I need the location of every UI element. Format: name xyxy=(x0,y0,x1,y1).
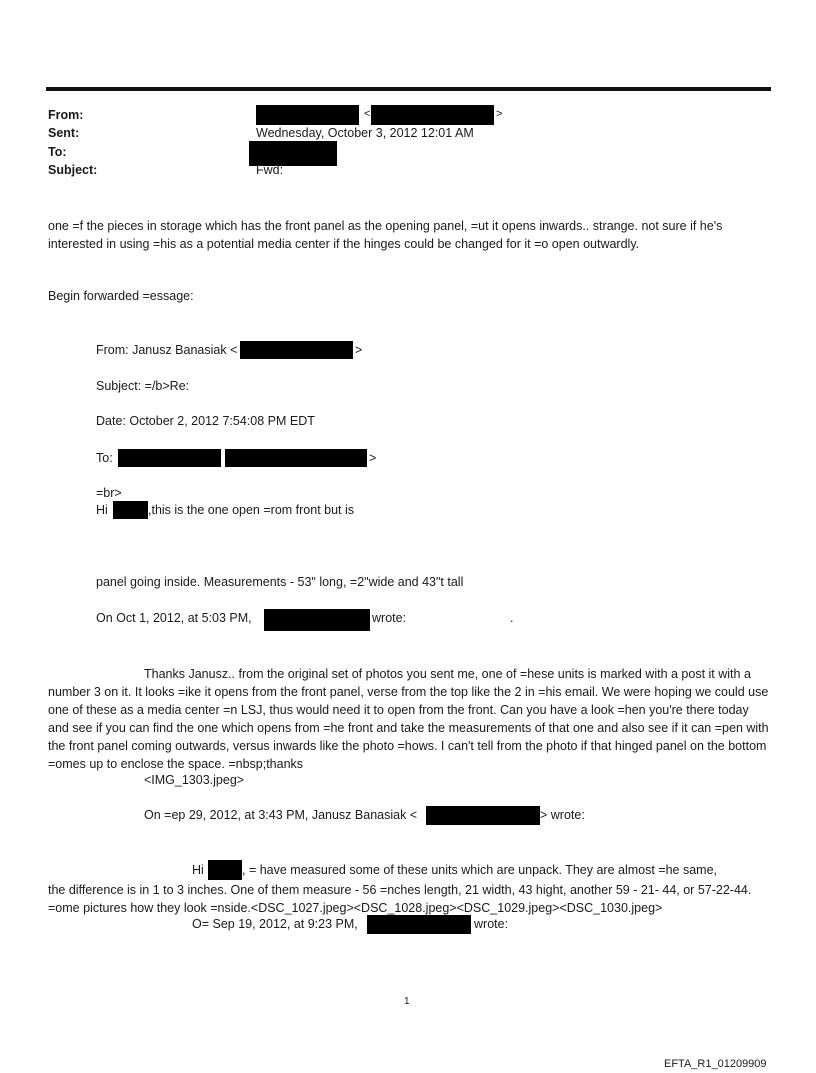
from-gt: > xyxy=(496,108,503,120)
fwd-to-suffix: > xyxy=(369,451,377,465)
header-rule xyxy=(46,87,771,91)
sep19-prefix: O= Sep 19, 2012, at 9:23 PM, xyxy=(192,917,358,931)
fwd-subject: Subject: =/b>Re: xyxy=(96,379,190,393)
measure-first-line: , = have measured some of these units which are unpack. They are almost =he same, xyxy=(242,863,718,877)
subject-label: Subject: xyxy=(48,163,98,177)
fwd-from-prefix: From: Janusz Banasiak < xyxy=(96,343,238,357)
from-lt: < xyxy=(364,108,371,120)
hi-line: ,this is the one open =rom front but is xyxy=(148,503,355,517)
redaction-block xyxy=(240,341,353,359)
redaction-block xyxy=(208,860,242,880)
redaction-block xyxy=(256,105,359,125)
thanks-paragraph: Thanks Janusz.. from the original set of photos you sent me, one of =hese units is marked with a post it with a number 3 on it. It looks =ike it opens from the front panel, verse from the top like the 2 in =his email. We were hoping we could use one of these as a media center =n LSJ, thus would need it to open from the front. Can you have a look =hen you're there today and see if you can find the one which opens from =he front and take the measurements of that one and also see if it can =pen with the front panel coming outwards, versus inwards like the photo =hows. I can't tell from the photo if that hinged panel on the bottom =omes up to enclose the space. =nbsp;thanks xyxy=(48,667,769,771)
panel-line: panel going inside. Measurements - 53" long, =2"wide and 43"t tall xyxy=(96,575,464,589)
redaction-block xyxy=(367,915,471,934)
document-id: EFTA_R1_01209909 xyxy=(664,1058,767,1070)
oct1-prefix: On Oct 1, 2012, at 5:03 PM, xyxy=(96,611,252,625)
begin-forwarded: Begin forwarded =essage: xyxy=(48,289,194,303)
sent-label: Sent: xyxy=(48,126,80,140)
to-label: To: xyxy=(48,145,67,159)
redaction-block xyxy=(426,806,540,825)
img-attachment: <IMG_1303.jpeg> xyxy=(144,773,245,787)
fwd-from-suffix: > xyxy=(355,343,363,357)
sent-value: Wednesday, October 3, 2012 12:01 AM xyxy=(256,126,474,140)
redaction-block xyxy=(264,609,370,631)
fwd-to-prefix: To: xyxy=(96,451,113,465)
sep29-suffix: > wrote: xyxy=(540,808,585,822)
sep19-suffix: wrote: xyxy=(474,917,509,931)
measure-paragraph: the difference is in 1 to 3 inches. One of them measure - 56 =nches length, 21 width, 43 hight, another 59 - 21- 44, or 57-22-44. =ome pictures how they look =nside.<DSC_1027.jpeg><DSC_1028.jpeg><DSC_1029.jpeg><DSC_1030.jpeg> xyxy=(48,883,752,915)
redaction-block xyxy=(371,105,494,125)
intro-paragraph: one =f the pieces in storage which has the front panel as the opening panel, =ut it opens inwards.. strange. not sure if he's interested in using =his as a potential media center if the hinges could be changed for it =o open outwardly. xyxy=(48,219,723,251)
redaction-block xyxy=(113,501,148,519)
br-line: =br> xyxy=(96,486,122,500)
sep29-prefix: On =ep 29, 2012, at 3:43 PM, Janusz Banasiak < xyxy=(144,808,418,822)
page-number: 1 xyxy=(404,996,410,1007)
subject-value: Fwd: xyxy=(256,163,284,177)
hi-prefix: Hi xyxy=(96,503,108,517)
from-label: From: xyxy=(48,108,84,122)
redaction-block xyxy=(225,449,367,467)
oct1-suffix: wrote: xyxy=(372,611,407,625)
oct1-dot: . xyxy=(510,611,514,625)
hi2-prefix: Hi xyxy=(192,863,204,877)
fwd-date: Date: October 2, 2012 7:54:08 PM EDT xyxy=(96,414,315,428)
redaction-block xyxy=(118,449,221,467)
